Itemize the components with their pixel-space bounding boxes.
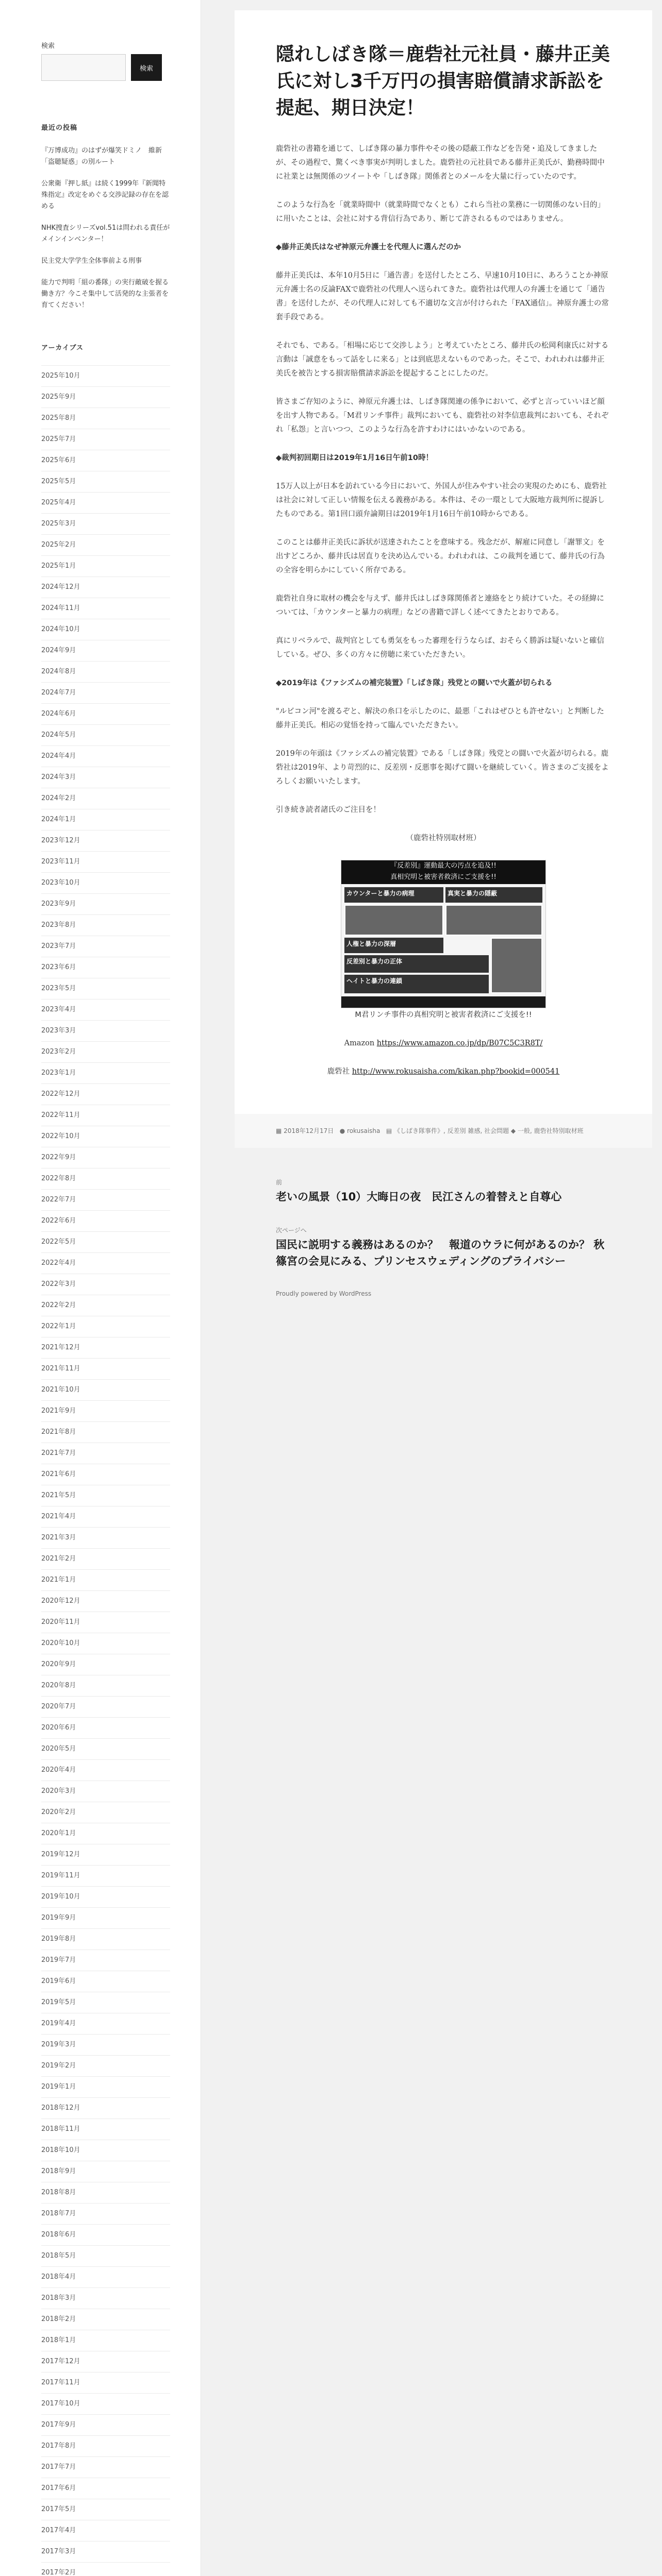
archives-list: [41, 365, 170, 2576]
poster-photo: [344, 905, 443, 936]
article-paragraph: それでも、である。「相場に応じて交渉しよう」と考えていたところ、藤井氏の松岡利康氏に対する言動は「誠意をもって話をしに来る」とは到底思えないものであった。そこで、われわれは藤井正美氏を被告とする損害賠償請求訴訟を提起することにしたのだ。: [276, 342, 609, 378]
archive-item[interactable]: 2021年12月: [41, 1337, 170, 1358]
archive-item[interactable]: 2024年4月: [41, 745, 170, 767]
author-icon: ●: [339, 1127, 345, 1134]
archive-item[interactable]: 2022年2月: [41, 1295, 170, 1316]
poster-headline-text: 『反差別』運動最大の汚点を追及!!: [390, 862, 496, 870]
archive-item[interactable]: 2021年4月: [41, 1506, 170, 1527]
footer-credit-link[interactable]: Proudly powered by WordPress: [276, 1290, 372, 1297]
archive-item[interactable]: 2018年6月: [41, 2224, 170, 2245]
search-widget: [41, 40, 201, 81]
archive-item[interactable]: 2020年3月: [41, 1781, 170, 1802]
archive-item[interactable]: 2021年8月: [41, 1421, 170, 1443]
book-poster-image[interactable]: [341, 860, 546, 1008]
archive-item[interactable]: 2023年12月: [41, 830, 170, 851]
article-paragraph: 2019年の年頭は《ファシズムの補完装置》である「しばき隊」残党との闘いで火蓋が切られる。鹿砦社は2019年、より苛烈的に、反差別・反悪事を掲げて闘いを継続していく。皆さまのご支援をよろしくお願いいたします。: [276, 750, 609, 786]
archive-item[interactable]: 2024年8月: [41, 661, 170, 682]
archive-item[interactable]: 2017年6月: [41, 2478, 170, 2499]
archive-item[interactable]: 2024年12月: [41, 577, 170, 598]
archive-item[interactable]: 2018年11月: [41, 2119, 170, 2140]
archive-item[interactable]: 2022年1月: [41, 1316, 170, 1337]
archive-item[interactable]: 2018年12月: [41, 2097, 170, 2119]
amazon-label: Amazon: [344, 1039, 375, 1047]
archive-item[interactable]: 2019年11月: [41, 1865, 170, 1886]
archive-item[interactable]: 2019年8月: [41, 1928, 170, 1950]
archive-item[interactable]: 2017年12月: [41, 2351, 170, 2372]
archive-item[interactable]: 2020年8月: [41, 1675, 170, 1696]
archive-item[interactable]: 2017年4月: [41, 2520, 170, 2541]
archive-item[interactable]: 2019年5月: [41, 1992, 170, 2013]
recent-post-item[interactable]: NHK捜査シリーズvol.51は問われる責任がメインインベンター！: [41, 224, 170, 243]
archive-item[interactable]: 2020年5月: [41, 1738, 170, 1759]
archive-item[interactable]: 2022年10月: [41, 1126, 170, 1147]
archive-item[interactable]: 2020年11月: [41, 1612, 170, 1633]
archive-item[interactable]: 2018年3月: [41, 2287, 170, 2309]
archive-item[interactable]: 2021年3月: [41, 1527, 170, 1548]
archive-item[interactable]: 2020年7月: [41, 1696, 170, 1717]
prev-post-title: 老いの風景（10）大晦日の夜 民江さんの着替えと自尊心: [276, 1191, 562, 1203]
archive-item[interactable]: 2020年12月: [41, 1590, 170, 1612]
archive-item[interactable]: 2018年8月: [41, 2182, 170, 2203]
archive-item[interactable]: 2017年9月: [41, 2414, 170, 2435]
archive-item[interactable]: 2025年9月: [41, 386, 170, 408]
poster-panel: 反差別と暴力の正体: [344, 955, 489, 973]
poster-headline: [341, 860, 545, 884]
archive-item[interactable]: 2017年3月: [41, 2541, 170, 2562]
archive-item[interactable]: 2018年2月: [41, 2309, 170, 2330]
archive-item[interactable]: 2021年6月: [41, 1464, 170, 1485]
archive-item[interactable]: 2018年10月: [41, 2140, 170, 2161]
archive-item[interactable]: 2020年2月: [41, 1802, 170, 1823]
archive-item[interactable]: 2024年6月: [41, 703, 170, 724]
section-heading: ◆裁判初回期日は2019年1月16日午前10時！: [276, 454, 433, 462]
archive-item[interactable]: 2022年7月: [41, 1189, 170, 1210]
rokusai-label: 鹿砦社: [327, 1067, 350, 1076]
article-paragraph: 鹿砦社自身に取材の機会を与えず、藤井氏はしばき隊関係者と連絡をとり続けていた。その経緯については、「カウンターと暴力の病理」などの書籍で詳しく述べてきたとおりである。: [276, 595, 604, 617]
archive-item[interactable]: 2025年2月: [41, 534, 170, 555]
archive-item[interactable]: 2017年2月: [41, 2562, 170, 2576]
article-paragraph: 藤井正美氏は、本年10月5日に「通告書」を送付したところ、早速10月10日に、あろうことか神原元弁護士名の反論FAXで鹿砦社の代理人へ送られてきた。鹿砦社は代理人の弁護士を通じて「通告書」を送付したが、その代理人に対しても不適切な文言が付けられた「FAX通信」。神原弁護士の常套手段である。: [276, 272, 609, 321]
archive-item[interactable]: 2023年8月: [41, 914, 170, 936]
archive-item[interactable]: 2021年11月: [41, 1358, 170, 1379]
archive-item[interactable]: 2023年10月: [41, 872, 170, 893]
recent-posts-title: 最近の投稿: [41, 124, 78, 132]
next-post-link[interactable]: [276, 1236, 611, 1269]
archive-item[interactable]: 2024年1月: [41, 809, 170, 830]
search-row: [41, 54, 201, 81]
archive-item[interactable]: 2024年2月: [41, 788, 170, 809]
poster-subline-text: 真相究明と被害者救済にご支援を!!: [390, 873, 496, 881]
poster-photo: [445, 905, 542, 936]
archive-item[interactable]: 2018年4月: [41, 2266, 170, 2287]
archive-item[interactable]: 2017年7月: [41, 2456, 170, 2478]
article-paragraph: 真にリベラルで、裁判官としても勇気をもった審理を行うならば、おそらく勝訴は疑いないと確信している。ぜひ、多くの方々に傍聴に来ていただきたい。: [276, 637, 604, 659]
archive-item[interactable]: 2023年1月: [41, 1062, 170, 1083]
article-paragraph: "ルビコン河"を渡るぞと、解決の糸口を示したのに、最悪「これはぜひとも許せない」と判断した藤井正美氏。相応の覚悟を持って臨んでいただきたい。: [276, 707, 604, 730]
article-paragraph: 皆さまご存知のように、神原元弁護士は、しばき隊関連の係争において、必ずと言っていいほど顔を出す人物である。「M君リンチ事件」裁判においても、鹿砦社の対李信恵裁判においても、それぞれ「私怨」と言いつつ、このような行為を許すわけにはいかないのである。: [276, 398, 609, 434]
next-post-label: 次ページへ: [276, 1227, 307, 1234]
archive-item[interactable]: 2023年3月: [41, 1020, 170, 1041]
main-content: [235, 10, 652, 1297]
archive-item[interactable]: 2020年6月: [41, 1717, 170, 1738]
poster-face-photo: [491, 938, 542, 993]
archive-item[interactable]: 2025年1月: [41, 555, 170, 577]
archive-item[interactable]: 2019年12月: [41, 1844, 170, 1865]
archive-item[interactable]: 2018年1月: [41, 2330, 170, 2351]
prev-post-link[interactable]: [276, 1189, 611, 1205]
image-caption-bottom: M君リンチ事件の真相究明と被害者救済にご支援を!!: [355, 1011, 532, 1019]
archive-item[interactable]: 2025年8月: [41, 408, 170, 429]
archive-item[interactable]: 2024年3月: [41, 767, 170, 788]
article-paragraph: このことは藤井正美氏に訴状が送達されたことを意味する。残念だが、解雇に同意し「謝罪文」を出すどころか、藤井氏は居直りを決め込んでいる。われわれは、この裁判を通じて、藤井氏の行為の全容を明らかにしていく所存である。: [276, 538, 605, 574]
poster-panel: ヘイトと暴力の連鎖: [344, 975, 489, 993]
poster-bottom-bar: [341, 996, 545, 1008]
archive-item[interactable]: 2024年11月: [41, 598, 170, 619]
image-caption-top: （鹿砦社特別取材班）: [406, 834, 481, 842]
archive-item[interactable]: 2025年4月: [41, 492, 170, 513]
sidebar: [0, 0, 201, 2576]
archives-widget: [41, 342, 201, 2576]
section-heading: ◆2019年は《ファシズムの補完装置》「しばき隊」残党との闘いで火蓋が切られる: [276, 679, 553, 687]
archive-item[interactable]: 2021年10月: [41, 1379, 170, 1400]
archive-item[interactable]: 2021年1月: [41, 1569, 170, 1590]
archive-item[interactable]: 2020年4月: [41, 1759, 170, 1781]
article-paragraph: このような行為を「就業時間中（就業時間でなくとも）これら当社の業務に一切関係のない目的」に用いたことは、会社に対する背信行為であり、断じて許されるものではありません。: [276, 201, 605, 223]
post-title: 隠れしばき隊＝鹿砦社元社員・藤井正美氏に対し3千万円の損害賠償請求訴訟を提起、期日決定！: [276, 44, 610, 118]
archive-item[interactable]: 2021年5月: [41, 1485, 170, 1506]
folder-icon: ▤: [386, 1127, 392, 1134]
recent-post-item[interactable]: 『万博成功』のはずが爆笑ドミノ 維新「盗聴疑惑」の別ルート: [41, 147, 162, 166]
post-author[interactable]: rokusaisha: [347, 1127, 380, 1134]
recent-post-item[interactable]: 公衆衛『押し紙』は続く1999年『新聞特殊指定』改定をめぐる交渉記録の存在を認める: [41, 180, 169, 210]
article-paragraph: 引き続き読者諸氏のご注目を！: [276, 806, 380, 814]
amazon-link[interactable]: https://www.amazon.co.jp/dp/B07C5C3R8T/: [376, 1039, 543, 1047]
archive-item[interactable]: 2025年7月: [41, 429, 170, 450]
recent-post-item[interactable]: 能力で判明「組の番隊」の実行敵破を握る働き方？今こそ集中して活発的な主張者を育てください！: [41, 279, 169, 309]
section-heading: ◆藤井正美氏はなぜ神原元弁護士を代理人に選んだのか: [276, 243, 461, 251]
archive-item[interactable]: 2025年6月: [41, 450, 170, 471]
search-label: 検索: [41, 42, 55, 50]
search-input[interactable]: [41, 54, 126, 81]
archive-item[interactable]: 2020年10月: [41, 1633, 170, 1654]
archive-item[interactable]: 2024年10月: [41, 619, 170, 640]
tag-icon: ◆: [510, 1127, 516, 1134]
archive-item[interactable]: 2018年5月: [41, 2245, 170, 2266]
archive-item[interactable]: 2023年6月: [41, 957, 170, 978]
recent-posts-widget: [41, 122, 201, 311]
archive-item[interactable]: 2021年9月: [41, 1400, 170, 1421]
archive-item[interactable]: 2019年9月: [41, 1907, 170, 1928]
archive-item[interactable]: 2025年5月: [41, 471, 170, 492]
recent-post-item[interactable]: 民主党大学学生全体事前よる刑事: [41, 257, 142, 265]
archive-item[interactable]: 2019年7月: [41, 1950, 170, 1971]
archive-item[interactable]: 2019年3月: [41, 2034, 170, 2055]
archive-item[interactable]: 2017年8月: [41, 2435, 170, 2456]
archive-item[interactable]: 2017年5月: [41, 2499, 170, 2520]
article-body: [276, 142, 611, 817]
article-paragraph: 15万人以上が日本を訪れている今日において、外国人が住みやすい社会の実現のためにも、鹿砦社は社会に対して正しい情報を伝える義務がある。本件は、その一環として大阪地方裁判所に提訴したものである。第1回口頭弁論期日は2019年1月16日午前10時からである。: [276, 482, 607, 518]
archive-item[interactable]: 2020年1月: [41, 1823, 170, 1844]
poster-panel: カウンターと暴力の病理: [344, 887, 443, 903]
rokusai-link[interactable]: http://www.rokusaisha.com/kikan.php?bookid=000541: [352, 1067, 560, 1076]
site-footer: [235, 1290, 652, 1297]
search-button[interactable]: 検索: [131, 54, 162, 81]
archive-item[interactable]: 2018年7月: [41, 2203, 170, 2224]
archive-item[interactable]: 2021年2月: [41, 1548, 170, 1569]
archive-item[interactable]: 2022年3月: [41, 1274, 170, 1295]
archive-item[interactable]: 2022年11月: [41, 1105, 170, 1126]
archive-item[interactable]: 2023年9月: [41, 893, 170, 914]
article-paragraph: 鹿砦社の書籍を通じて、しばき隊の暴力事件やその後の隠蔽工作などを告発・追及してきましたが、その過程で、驚くべき事実が判明しました。鹿砦社の元社員である藤井正美氏が、勤務時間中に社業とは無関係のツイートや「しばき隊」関係者とのメールを大量に行っていたのです。: [276, 145, 605, 181]
archive-item[interactable]: 2017年11月: [41, 2372, 170, 2393]
archive-item[interactable]: 2022年9月: [41, 1147, 170, 1168]
archive-item[interactable]: 2017年10月: [41, 2393, 170, 2414]
calendar-icon: ▦: [276, 1127, 282, 1134]
archive-item[interactable]: 2018年9月: [41, 2161, 170, 2182]
next-post-title: 国民に説明する義務はあるのか？ 報道のウラに何があるのか？ 秋篠宮の会見にみる、プリンセスウェディングのプライバシー: [276, 1239, 605, 1267]
archive-item[interactable]: 2019年4月: [41, 2013, 170, 2034]
archive-item[interactable]: 2019年10月: [41, 1886, 170, 1907]
rokusai-line: [276, 1065, 611, 1079]
prev-post-label: 前: [276, 1179, 283, 1186]
archive-item[interactable]: 2025年3月: [41, 513, 170, 534]
archive-item[interactable]: 2024年5月: [41, 724, 170, 745]
archive-item[interactable]: 2023年2月: [41, 1041, 170, 1062]
archive-item[interactable]: 2023年11月: [41, 851, 170, 872]
entry-meta: [235, 1114, 652, 1148]
article: [235, 10, 652, 1114]
post-date[interactable]: 2018年12月17日: [284, 1127, 334, 1134]
recent-posts-list: [41, 145, 170, 311]
archive-item[interactable]: 2023年7月: [41, 936, 170, 957]
poster-panel: 人権と暴力の深層: [344, 938, 443, 953]
archive-item[interactable]: 2022年4月: [41, 1252, 170, 1274]
poster-panel: 真実と暴力の隠蔽: [445, 887, 542, 903]
post-navigation: [235, 1148, 652, 1269]
archive-item[interactable]: 2023年5月: [41, 978, 170, 999]
archive-item[interactable]: 2019年1月: [41, 2076, 170, 2097]
archive-item[interactable]: 2020年9月: [41, 1654, 170, 1675]
post-tags[interactable]: 一般, 鹿砦社特別取材班: [517, 1127, 584, 1134]
archive-item[interactable]: 2022年5月: [41, 1231, 170, 1252]
archive-item[interactable]: 2024年9月: [41, 640, 170, 661]
archive-item[interactable]: 2022年12月: [41, 1083, 170, 1105]
amazon-line: [276, 1037, 611, 1050]
archive-item[interactable]: 2025年10月: [41, 365, 170, 386]
archive-item[interactable]: 2023年4月: [41, 999, 170, 1020]
archive-item[interactable]: 2024年7月: [41, 682, 170, 703]
archive-item[interactable]: 2021年7月: [41, 1443, 170, 1464]
archive-item[interactable]: 2019年2月: [41, 2055, 170, 2076]
archives-title: アーカイブス: [41, 344, 84, 352]
archive-item[interactable]: 2022年8月: [41, 1168, 170, 1189]
archive-item[interactable]: 2019年6月: [41, 1971, 170, 1992]
archive-item[interactable]: 2022年6月: [41, 1210, 170, 1231]
post-categories[interactable]: 《しばき隊事件》, 反差別 雑感, 社会問題: [394, 1127, 509, 1134]
